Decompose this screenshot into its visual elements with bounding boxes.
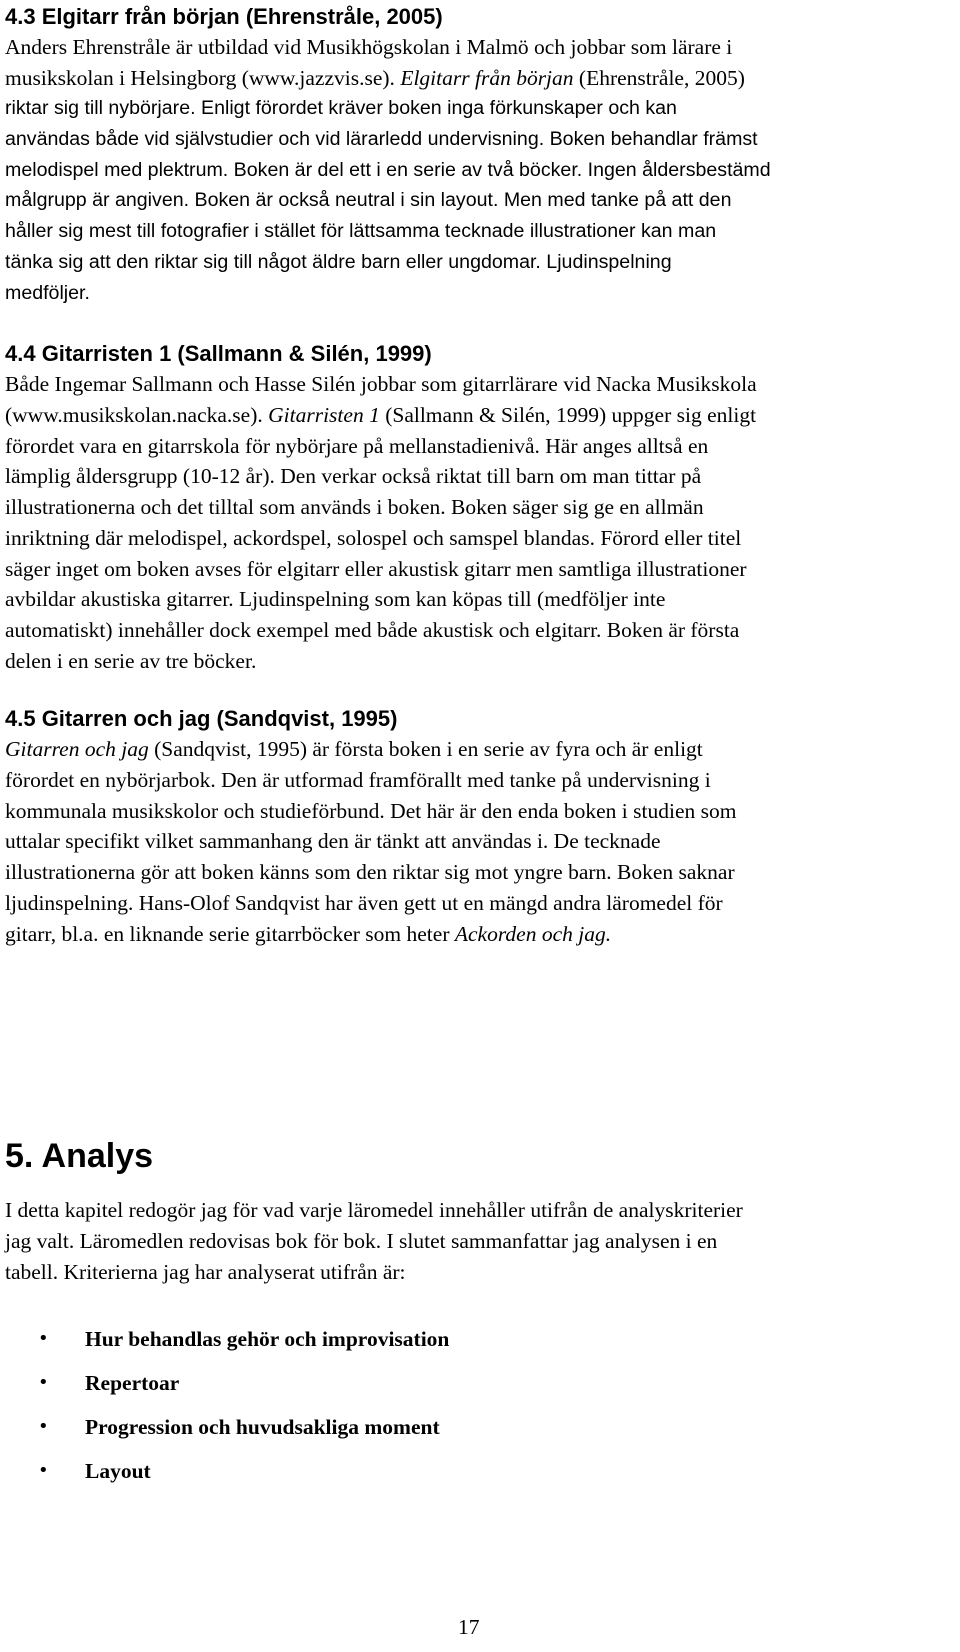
book-title-gitarren-och-jag: Gitarren och jag [5,737,149,761]
section-heading-4-3: 4.3 Elgitarr från början (Ehrenstråle, 2005) [5,4,443,29]
bullet-icon: • [38,1460,49,1481]
section-4-3-text-b: (Ehrenstråle, 2005) [573,65,745,90]
criteria-list [0,1324,449,1500]
criteria-item [0,1412,449,1456]
section-heading-4-4: 4.4 Gitarristen 1 (Sallmann & Silén, 1999) [5,341,432,366]
criteria-item [0,1456,449,1500]
section-4-3-text-a: Anders Ehrenstråle är utbildad vid Musikhögskolan i Malmö och jobbar som lärare i musikskolan i Helsingborg (www.jazzvis.se). [5,35,733,90]
book-title-gitarristen: Gitarristen 1 [268,402,380,427]
criteria-item-label: Repertoar [85,1371,180,1395]
section-4-4-body [5,369,955,677]
book-title-elgitarr: Elgitarr från början [400,65,574,90]
bullet-icon: • [38,1372,49,1393]
bullet-icon: • [38,1416,49,1437]
page-number: 17 [458,1615,480,1639]
book-title-ackorden-och-jag: Ackorden och jag. [454,921,612,946]
criteria-item [0,1324,449,1368]
section-heading-4-5: 4.5 Gitarren och jag (Sandqvist, 1995) [5,706,398,731]
chapter-intro: I detta kapitel redogör jag för vad varje läromedel innehåller utifrån de analyskriterier jag valt. Läromedlen redovisas bok för bok. I slutet sammanfattar jag analysen i en tabell. Kriterierna jag har analyserat utifrån är: [5,1198,743,1284]
criteria-item-label: Hur behandlas gehör och improvisation [85,1327,450,1351]
bullet-icon: • [38,1328,49,1349]
section-4-3-body: riktar sig till nybörjare. Enligt förordet kräver boken inga förkunskaper och kan användas både vid självstudier och vid lärarledd undervisning. Boken behandlar främst melodispel med plektrum. Boken är del ett i en serie av två böcker. Ingen åldersbestämd målgrupp är angiven. Boken är också neutral i sin layout. Men med tanke på att den håller sig mest till fotografier i stället för lättsamma tecknade illustrationer kan man tänka sig att den riktar sig till något äldre barn eller ungdomar. Ljudinspelning medföljer. [5,97,771,304]
section-4-4-text-a: Både Ingemar Sallmann och Hasse Silén jobbar som gitarrlärare vid Nacka Musikskola (www.musikskolan.nacka.se). [5,372,757,427]
section-4-5-text: (Sandqvist, 1995) är första boken i en serie av fyra och är enligt förordet en nybörjarbok. Den är utformad framförallt med tanke på undervisning i kommunala musikskolor och studieförbund. Det här är den enda boken i studien som uttalar specifikt vilket sammanhang den är tänkt att användas i. De tecknade illustrationerna gör att boken känns som den riktar sig mot yngre barn. Boken saknar ljudinspelning. Hans-Olof Sandqvist har även gett ut en mängd andra läromedel för gitarr, bl.a. en liknande serie gitarrböcker som heter [5,737,737,946]
section-4-4-text-b: (Sallmann & Silén, 1999) uppger sig enligt förordet vara en gitarrskola för nybörjare på mellanstadienivå. Här anges alltså en lämplig åldersgrupp (10-12 år). Den verkar också riktat till barn om man tittar på illustrationerna och det tilltal som används i boken. Boken säger sig ge en allmän inriktning där melodispel, ackordspel, solospel och samspel blandas. Förord eller titel säger inget om boken avses för elgitarr eller akustisk gitarr men samtliga illustrationer avbildar akustiska gitarrer. Ljudinspelning som kan köpas till (medföljer inte automatiskt) innehåller dock exempel med både akustisk och elgitarr. Boken är första delen i en serie av tre böcker. [5,402,757,673]
criteria-item-label: Layout [85,1459,151,1483]
section-4-5-body [5,734,955,949]
criteria-item-label: Progression och huvudsakliga moment [85,1415,440,1439]
chapter-heading-analys: 5. Analys [5,1137,154,1175]
criteria-item [0,1368,449,1412]
section-4-3-intro [5,32,955,94]
